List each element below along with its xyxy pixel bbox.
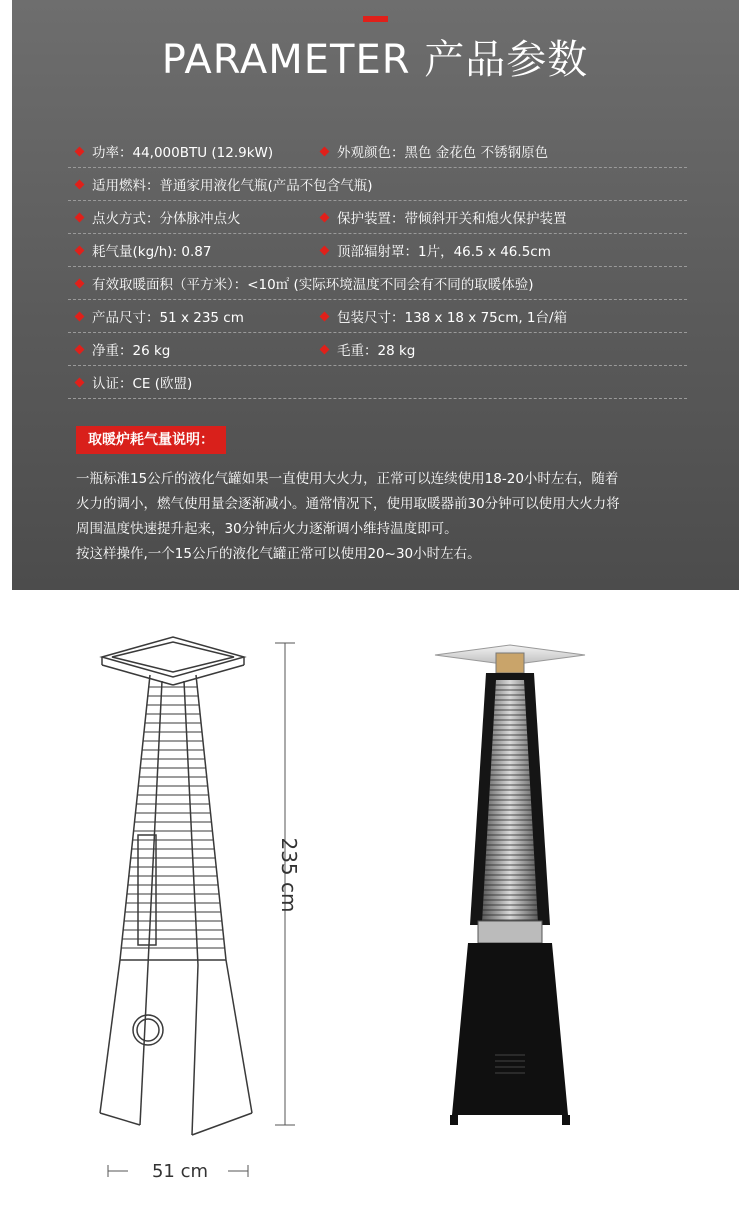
note-line: 按这样操作,一个15公斤的液化气罐正常可以使用20~30小时左右。 [76,546,481,562]
spec-item [321,141,548,161]
spec-item [76,240,211,260]
bullet-diamond-icon [320,147,330,157]
spec-item [321,339,415,359]
spec-item [76,306,244,326]
spec-row [68,298,687,333]
heater-product-image [420,625,600,1145]
bullet-diamond-icon [75,378,85,388]
bullet-diamond-icon [320,213,330,223]
spec-text: 保护装置：带倾斜开关和熄火保护装置 [337,211,567,227]
height-dimension-label: 235 cm [277,837,301,913]
spec-text: 有效取暖面积（平方米）：<10㎡ (实际环境温度不同会有不同的取暖体验) [92,277,534,293]
note-body [76,467,696,567]
width-dimension-label: 51 cm [151,1161,209,1182]
spec-text: 顶部辐射罩：1片，46.5 x 46.5cm [337,244,551,260]
spec-item [76,339,170,359]
spec-text: 毛重：28 kg [337,343,416,359]
spec-text: 适用燃料：普通家用液化气瓶(产品不包含气瓶) [92,178,373,194]
bullet-diamond-icon [320,246,330,256]
spec-row [68,331,687,366]
bullet-diamond-icon [320,345,330,355]
spec-row [68,166,687,201]
spec-item [321,207,567,227]
bullet-diamond-icon [320,312,330,322]
spec-text: 点火方式：分体脉冲点火 [92,211,241,227]
spec-item [76,174,373,194]
page-title: PARAMETER 产品参数 [161,37,589,83]
spec-item [76,372,192,392]
spec-row [68,232,687,267]
bullet-diamond-icon [75,246,85,256]
note-line: 一瓶标准15公斤的液化气罐如果一直使用大火力，正常可以连续使用18-20小时左右，随着 [76,471,619,487]
bullet-diamond-icon [75,180,85,190]
spec-item [321,306,567,326]
bullet-diamond-icon [75,147,85,157]
spec-row [68,265,687,300]
bullet-diamond-icon [75,312,85,322]
spec-item [76,273,534,293]
spec-item [321,240,551,260]
spec-text: 耗气量(kg/h): 0.87 [92,244,212,260]
note-line: 火力的调小，燃气使用量会逐渐减小。通常情况下，使用取暖器前30分钟可以使用大火力将 [76,496,620,512]
spec-text: 包装尺寸：138 x 18 x 75cm, 1台/箱 [337,310,568,326]
spec-row [68,133,687,168]
spec-text: 功率：44,000BTU (12.9kW) [92,145,274,161]
spec-text: 净重：26 kg [92,343,171,359]
title-accent-bar [363,16,388,22]
heater-dimension-drawing [70,625,330,1185]
spec-text: 外观颜色：黑色 金花色 不锈钢原色 [337,145,549,161]
spec-row [68,364,687,399]
note-heading: 取暖炉耗气量说明： [76,426,226,454]
spec-row [68,199,687,234]
spec-item [76,141,273,161]
spec-text: 认证：CE (欧盟) [92,376,193,392]
note-line: 周围温度快速提升起来，30分钟后火力逐渐调小维持温度即可。 [76,521,458,537]
spec-item [76,207,241,227]
bullet-diamond-icon [75,345,85,355]
spec-text: 产品尺寸：51 x 235 cm [92,310,244,326]
bullet-diamond-icon [75,213,85,223]
bullet-diamond-icon [75,279,85,289]
